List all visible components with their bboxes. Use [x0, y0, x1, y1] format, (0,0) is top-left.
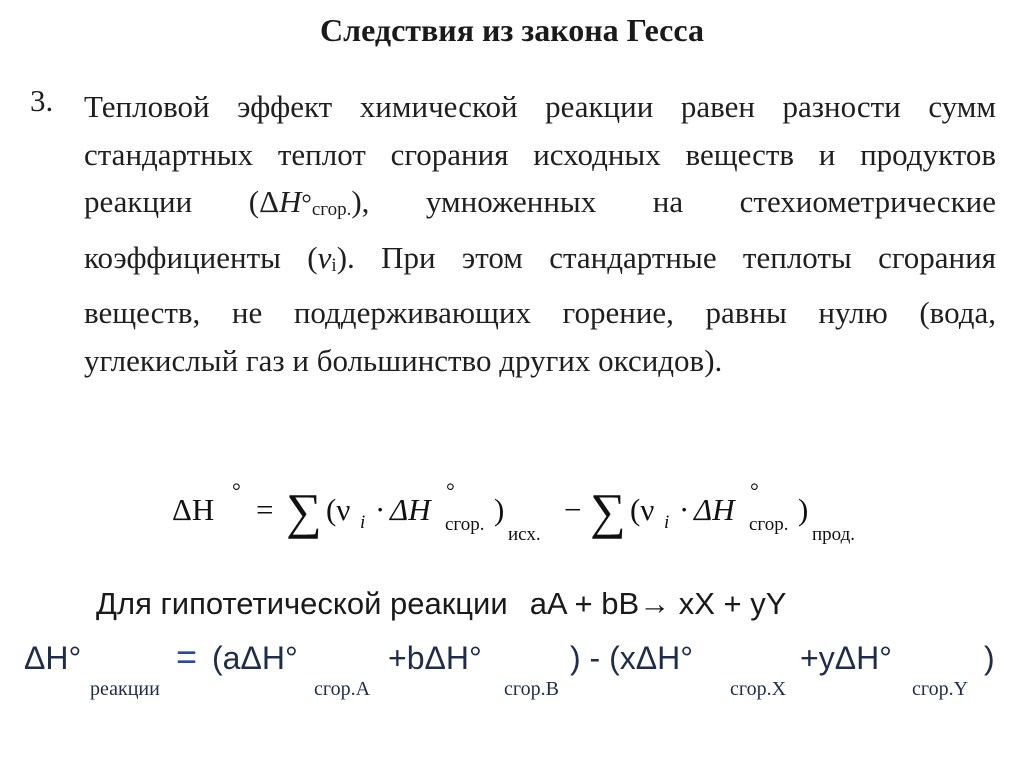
- subscript-i: i: [331, 254, 337, 276]
- general-dh: ΔH°: [24, 640, 82, 676]
- general-sub-2: сгор.B: [504, 678, 559, 700]
- text-part-2: ), умноженных на стехиометрические коэффициенты (: [84, 184, 996, 275]
- sum-symbol-1: ∑: [286, 483, 322, 539]
- general-term-1: (aΔH°: [212, 640, 298, 676]
- degree-symbol: °: [301, 189, 312, 218]
- symbol-v: v: [317, 239, 332, 275]
- formula-sgor-2: сгор.: [749, 514, 789, 535]
- formula-dot-1: ·: [375, 492, 386, 527]
- general-sub-1: сгор.A: [314, 678, 371, 700]
- general-term-3: ) - (xΔH°: [570, 640, 694, 676]
- formula-open-2: (ν: [630, 492, 655, 527]
- hypothetical-label: Для гипотетической реакции: [96, 586, 508, 621]
- list-number: 3.: [30, 83, 54, 118]
- formula-lhs: ΔH: [172, 492, 215, 527]
- slide-title: Следствия из закона Гесса: [320, 12, 704, 48]
- general-sub-reaction: реакции: [90, 678, 160, 700]
- general-term-2: +bΔH°: [388, 640, 482, 676]
- hypothetical-reaction: [96, 586, 786, 622]
- formula-sgor-1: сгор.: [445, 514, 485, 535]
- general-formula: [0, 632, 1024, 712]
- formula-i-2: i: [664, 512, 670, 533]
- formula-i-1: i: [360, 512, 366, 533]
- hypothetical-equation: aA + bB→ xX + yY: [529, 586, 787, 621]
- formula-ish: исх.: [508, 524, 541, 545]
- formula-minus: −: [564, 492, 582, 527]
- formula-svg: [170, 478, 890, 548]
- formula-deg-2: °: [446, 478, 455, 503]
- formula-deg-1: °: [232, 478, 241, 503]
- formula-close-1: ): [494, 492, 505, 527]
- general-sub-3: сгор.X: [730, 678, 787, 700]
- symbol-h: H: [279, 184, 302, 219]
- general-term-5: ): [984, 640, 995, 676]
- text-part-1: Тепловой эффект химической реакции равен разности сумм стандартных теплот сгорания исходных веществ и продуктов реакции (Δ: [84, 89, 996, 219]
- formula-deg-3: °: [750, 478, 759, 503]
- formula-close-2: ): [798, 492, 809, 527]
- sum-symbol-2: ∑: [590, 483, 626, 539]
- formula-dh-2: ΔH: [694, 492, 735, 527]
- consequence-text: [84, 83, 996, 384]
- general-sub-4: сгор.Y: [912, 678, 969, 700]
- text-part-3: ). При этом стандартные теплоты сгорания веществ, не поддерживающих горение, равны нулю (вода, углекислый газ и большинство других оксидов).: [84, 239, 996, 378]
- formula-prod: прод.: [812, 524, 856, 545]
- formula-dh-1: ΔH: [390, 492, 431, 527]
- general-term-4: +yΔH°: [800, 640, 892, 676]
- formula-eq: =: [256, 492, 274, 527]
- formula-open-1: (ν: [326, 492, 351, 527]
- subscript-sgor: сгор.: [311, 199, 352, 220]
- formula-dot-2: ·: [679, 492, 690, 527]
- hess-formula: [170, 478, 890, 548]
- general-eq: =: [176, 636, 198, 677]
